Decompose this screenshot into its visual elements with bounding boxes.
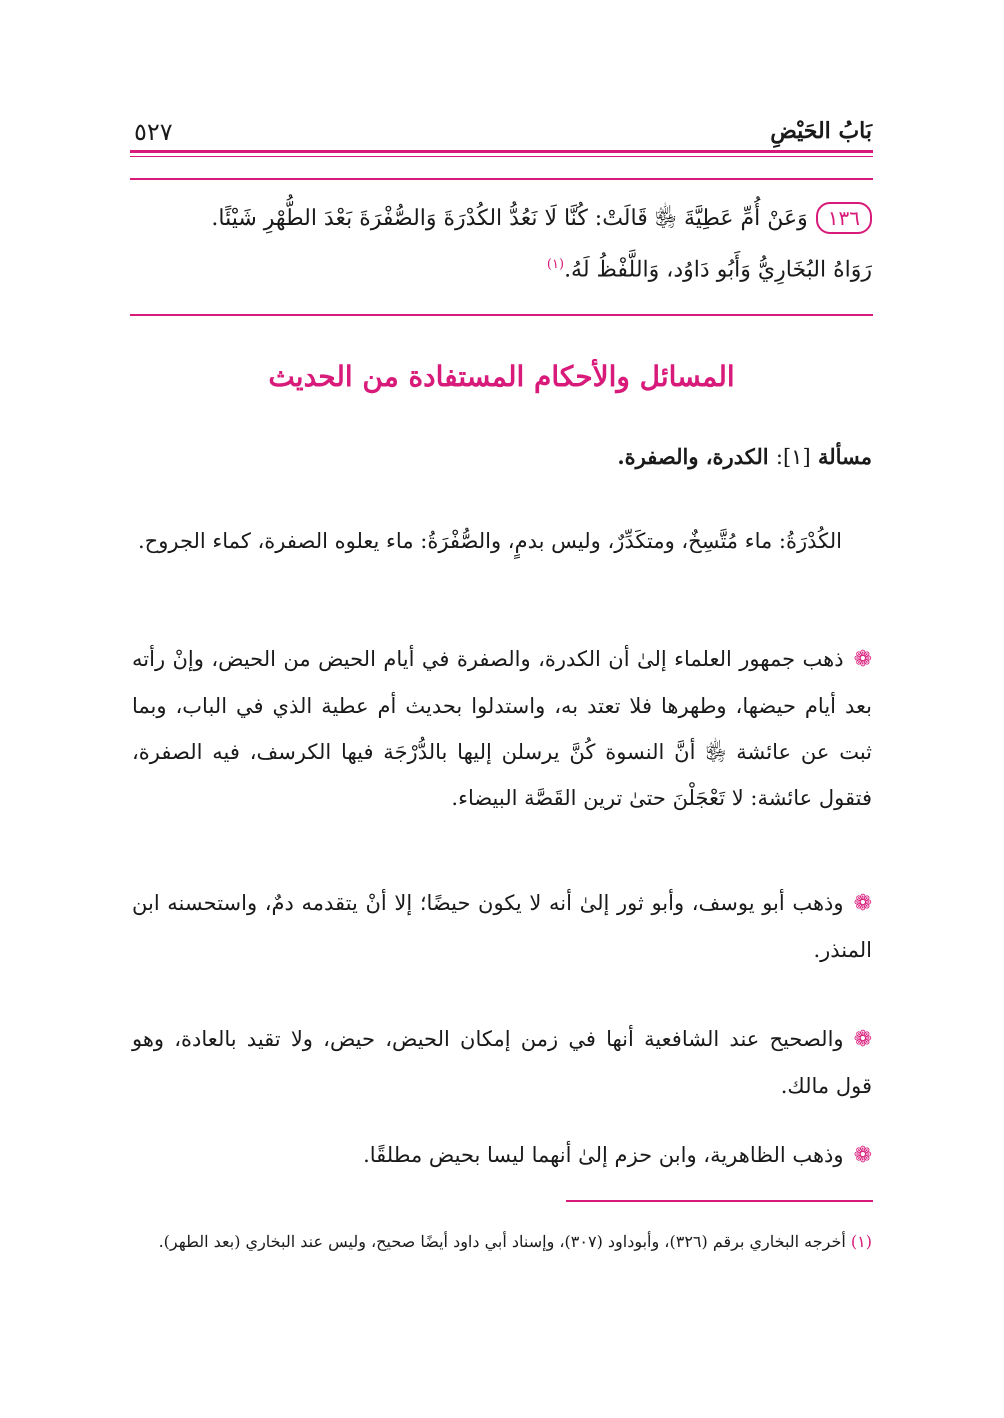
hadith-number: ١٣٦ — [816, 202, 872, 234]
hadith-line-1 — [132, 196, 872, 242]
section-title: المسائل والأحكام المستفادة من الحديث — [268, 360, 735, 393]
footnote-text: أخرجه البخاري برقم (٣٢٦)، وأبوداود (٣٠٧)، وإسناد أبي داود أيضًا صحيح، وليس عند البخاري (بعد الطهر). — [158, 1232, 846, 1251]
definition-paragraph — [132, 518, 872, 564]
paragraph-2-text: وذهب أبو يوسف، وأبو ثور إلىٰ أنه لا يكون حيضًا؛ إلا أنْ يتقدمه دمٌ، واستحسنه ابن المنذر. — [132, 891, 872, 962]
hadith-top-rule — [130, 178, 873, 180]
bullet-icon: ❁ — [853, 1143, 872, 1168]
paragraph-3-text: والصحيح عند الشافعية أنها في زمن إمكان الحيض، حيض، ولا تقيد بالعادة، وهو قول مالك. — [132, 1027, 872, 1098]
issue-heading — [617, 444, 872, 469]
bullet-icon: ❁ — [853, 891, 872, 916]
chapter-title: بَابُ الحَيْضِ — [770, 118, 872, 144]
bullet-icon: ❁ — [853, 1027, 872, 1052]
hadith-line-2-text: رَوَاهُ البُخَارِيُّ وَأَبُو دَاوُد، وَاللَّفْظُ لَهُ. — [564, 257, 872, 283]
header-rule-thin — [130, 156, 873, 157]
footnote-ref: (١) — [546, 257, 565, 272]
footnote-number: (١) — [850, 1232, 872, 1251]
header-rule-thick — [130, 150, 873, 153]
footnote-rule — [566, 1200, 873, 1202]
issue-title: الكدرة، والصفرة. — [617, 444, 769, 469]
footnote — [132, 1228, 872, 1256]
hadith-bottom-rule — [130, 314, 873, 316]
paragraph-4-text: وذهب الظاهرية، وابن حزم إلىٰ أنهما ليسا بحيض مطلقًا. — [363, 1143, 844, 1167]
issue-number: [١]: — [775, 445, 811, 469]
issue-label: مسألة — [817, 444, 872, 469]
paragraph-4 — [132, 1132, 872, 1179]
hadith-line-2 — [132, 242, 872, 293]
paragraph-1 — [132, 636, 872, 821]
page-number: ٥٢٧ — [134, 118, 173, 146]
paragraph-3 — [132, 1016, 872, 1109]
paragraph-1-text: ذهب جمهور العلماء إلىٰ أن الكدرة، والصفرة في أيام الحيض من الحيض، وإنْ رأته بعد أيام حيضها، وطهرها فلا تعتد به، واستدلوا بحديث أم عطية الذي في الباب، وبما ثبت عن عائشة ﵂ أنَّ النسوة كُنَّ يرسلن إليها بالدُّرْجَة فيها الكرسف، فيه الصفرة، فتقول عائشة: لا تَعْجَلْنَ حتىٰ ترين القَصَّة البيضاء. — [132, 647, 872, 810]
hadith-text — [132, 196, 872, 293]
bullet-icon: ❁ — [853, 647, 872, 672]
definition-text: الكُدْرَةُ: ماء مُتَّسِخٌ، ومتكَدِّرٌ، وليس بدمٍ، والصُّفْرَةُ: ماء يعلوه الصفرة، كماء الجروح. — [137, 529, 842, 553]
paragraph-2 — [132, 880, 872, 973]
hadith-line-1-text: وَعَنْ أُمِّ عَطِيَّةَ ﵂ قَالَتْ: كُنَّا لَا نَعُدُّ الكُدْرَةَ وَالصُّفْرَةَ بَعْدَ الطُّهْرِ شَيْئًا. — [211, 206, 808, 231]
